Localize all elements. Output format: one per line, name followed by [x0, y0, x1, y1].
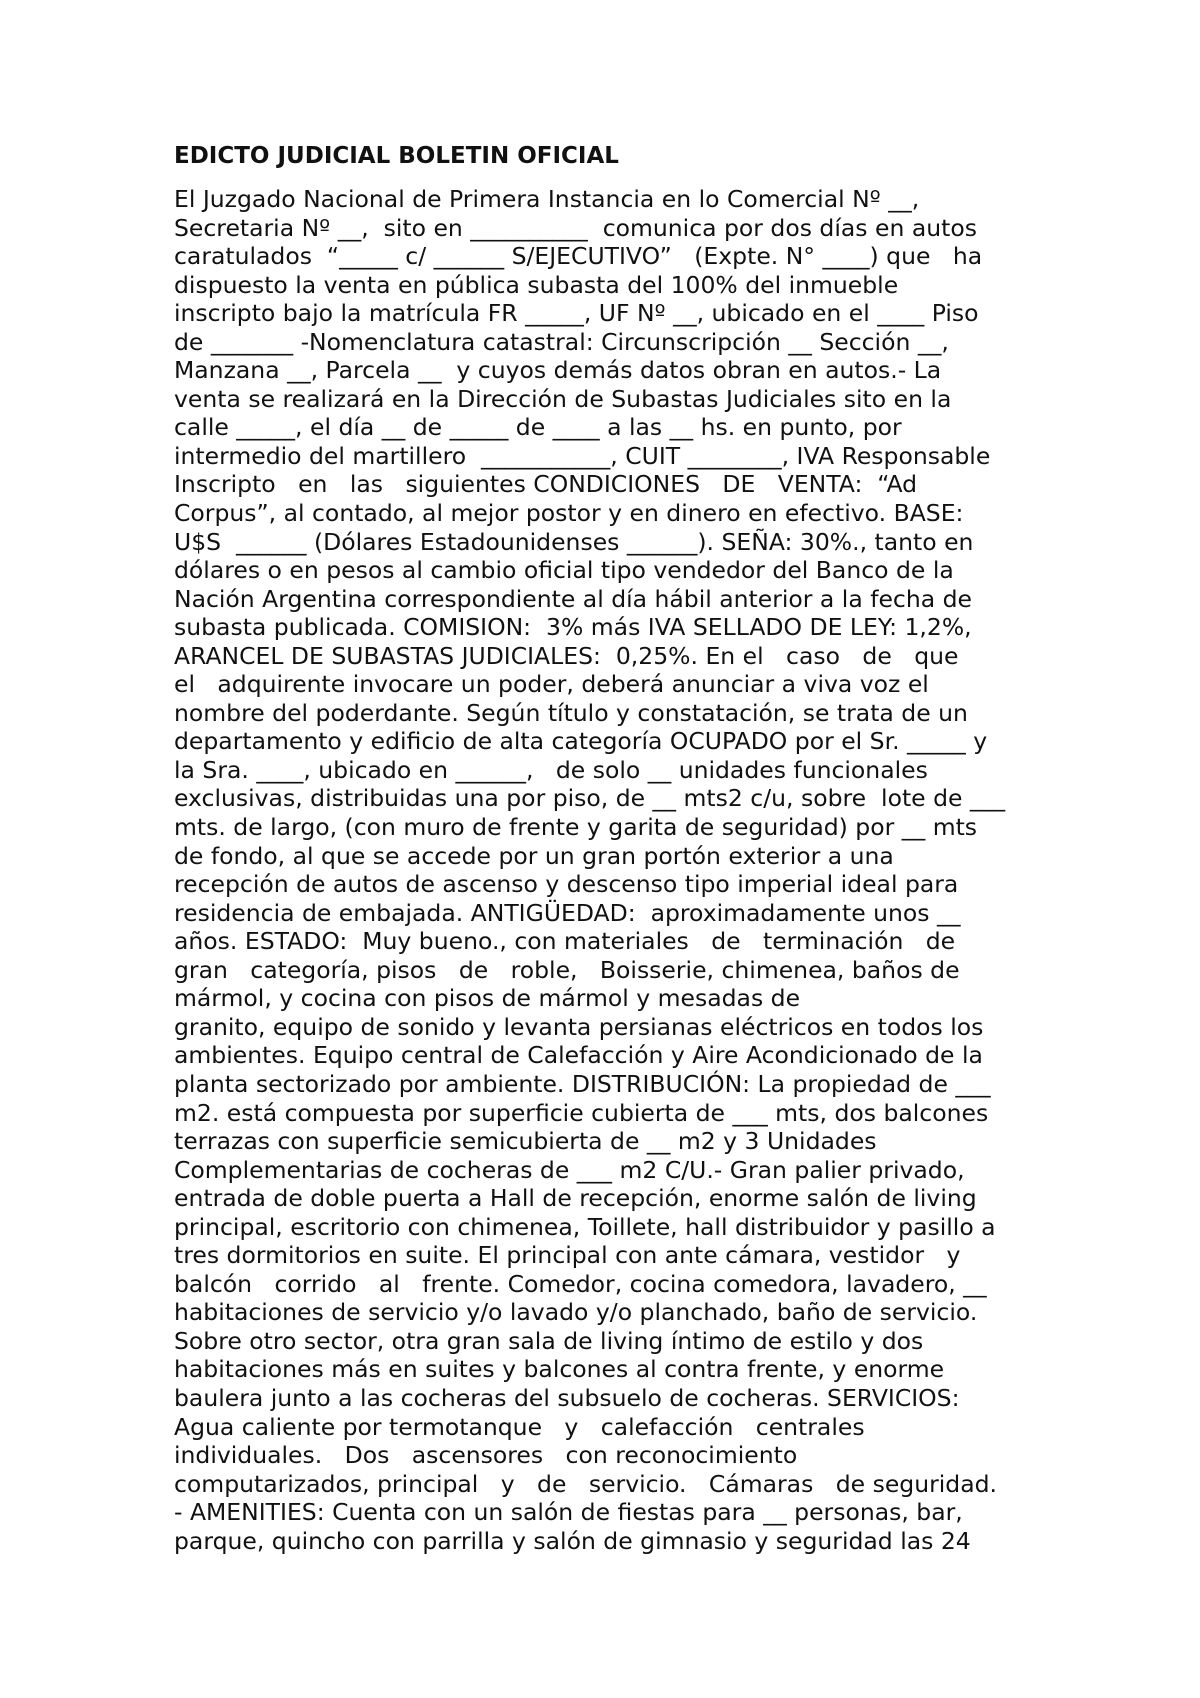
body-text-line: dispuesto la venta en pública subasta del 100% del inmueble — [174, 270, 899, 299]
body-text-line: venta se realizará en la Dirección de Subastas Judiciales sito en la — [174, 384, 952, 413]
body-text-line: departamento y edificio de alta categoría OCUPADO por el Sr. _____ y — [174, 727, 988, 756]
body-text-line: tres dormitorios en suite. El principal con ante cámara, vestidor y — [174, 1241, 961, 1270]
body-text-line: caratulados “_____ c/ ______ S/EJECUTIVO” (Expte. N° ____) que ha — [174, 242, 983, 271]
body-text-line: Secretaria Nº __, sito en __________ comunica por dos días en autos — [174, 213, 977, 242]
body-text-line: mts. de largo, (con muro de frente y garita de seguridad) por __ mts — [174, 813, 978, 842]
body-text-line: principal, escritorio con chimenea, Toillete, hall distribuidor y pasillo a — [174, 1212, 996, 1241]
body-text-line: ambientes. Equipo central de Calefacción y Aire Acondicionado de la — [174, 1041, 983, 1070]
body-text-line: Agua caliente por termotanque y calefacción centrales — [174, 1412, 865, 1441]
body-text-line: parque, quincho con parrilla y salón de gimnasio y seguridad las 24 — [174, 1526, 971, 1555]
document-body — [174, 185, 1054, 1555]
body-text-line: entrada de doble puerta a Hall de recepción, enorme salón de living — [174, 1184, 977, 1213]
body-text-line: Corpus”, al contado, al mejor postor y en dinero en efectivo. BASE: — [174, 499, 964, 528]
body-text-line: - AMENITIES: Cuenta con un salón de fiestas para __ personas, bar, — [174, 1498, 963, 1527]
body-text-line: Manzana __, Parcela __ y cuyos demás datos obran en autos.- La — [174, 356, 942, 385]
body-text-line: El Juzgado Nacional de Primera Instancia en lo Comercial Nº __, — [174, 185, 920, 213]
body-text-line: de _______ -Nomenclatura catastral: Circunscripción __ Sección __, — [174, 327, 949, 356]
body-text-line: mármol, y cocina con pisos de mármol y mesadas de — [174, 984, 801, 1013]
body-text-line: Complementarias de cocheras de ___ m2 C/U.- Gran palier privado, — [174, 1155, 965, 1184]
body-text-line: habitaciones de servicio y/o lavado y/o planchado, baño de servicio. — [174, 1298, 978, 1327]
body-text-line: Nación Argentina correspondiente al día hábil anterior a la fecha de — [174, 584, 972, 613]
body-text-line: terrazas con superficie semicubierta de __ m2 y 3 Unidades — [174, 1127, 877, 1156]
body-text-line: de fondo, al que se accede por un gran portón exterior a una — [174, 841, 894, 870]
body-text-line: exclusivas, distribuidas una por piso, de __ mts2 c/u, sobre lote de ___ — [174, 784, 1006, 813]
body-text-line: baulera junto a las cocheras del subsuelo de cocheras. SERVICIOS: — [174, 1383, 960, 1412]
body-text-line: Sobre otro sector, otra gran sala de living íntimo de estilo y dos — [174, 1326, 924, 1355]
document-title: EDICTO JUDICIAL BOLETIN OFICIAL — [174, 143, 619, 169]
body-text-line: la Sra. ____, ubicado en ______, de solo __ unidades funcionales — [174, 755, 928, 784]
body-text-line: subasta publicada. COMISION: 3% más IVA SELLADO DE LEY: 1,2%, — [174, 613, 972, 642]
body-text-line: residencia de embajada. ANTIGÜEDAD: aproximadamente unos __ — [174, 898, 961, 927]
body-text-line: el adquirente invocare un poder, deberá anunciar a viva voz el — [174, 670, 929, 699]
body-text-line: años. ESTADO: Muy bueno., con materiales de terminación de — [174, 927, 956, 956]
body-text-line: calle _____, el día __ de _____ de ____ a las __ hs. en punto, por — [174, 413, 902, 442]
body-text-line: Inscripto en las siguientes CONDICIONES DE VENTA: “Ad — [174, 470, 918, 499]
body-text-line: granito, equipo de sonido y levanta persianas eléctricos en todos los — [174, 1012, 984, 1041]
body-text-line: planta sectorizado por ambiente. DISTRIBUCIÓN: La propiedad de ___ — [174, 1069, 991, 1098]
body-text-line: ARANCEL DE SUBASTAS JUDICIALES: 0,25%. En el caso de que — [174, 641, 959, 670]
body-text-line: U$S ______ (Dólares Estadounidenses ______). SEÑA: 30%., tanto en — [174, 527, 974, 556]
body-text-line: balcón corrido al frente. Comedor, cocina comedora, lavadero, __ — [174, 1269, 987, 1298]
body-text-line: nombre del poderdante. Según título y constatación, se trata de un — [174, 698, 968, 727]
body-text-line: inscripto bajo la matrícula FR _____, UF Nº __, ubicado en el ____ Piso — [174, 299, 979, 328]
body-text-line: recepción de autos de ascenso y descenso tipo imperial ideal para — [174, 870, 959, 899]
body-text-line: intermedio del martillero ___________, CUIT ________, IVA Responsable — [174, 441, 991, 470]
body-text-line: individuales. Dos ascensores con reconocimiento — [174, 1441, 798, 1470]
body-text-line: gran categoría, pisos de roble, Boisserie, chimenea, baños de — [174, 955, 960, 984]
body-text-line: dólares o en pesos al cambio oficial tipo vendedor del Banco de la — [174, 556, 954, 585]
body-text-line: m2. está compuesta por superficie cubierta de ___ mts, dos balcones — [174, 1098, 989, 1127]
body-text-line: computarizados, principal y de servicio. Cámaras de seguridad. — [174, 1469, 997, 1498]
body-text-line: habitaciones más en suites y balcones al contra frente, y enorme — [174, 1355, 945, 1384]
